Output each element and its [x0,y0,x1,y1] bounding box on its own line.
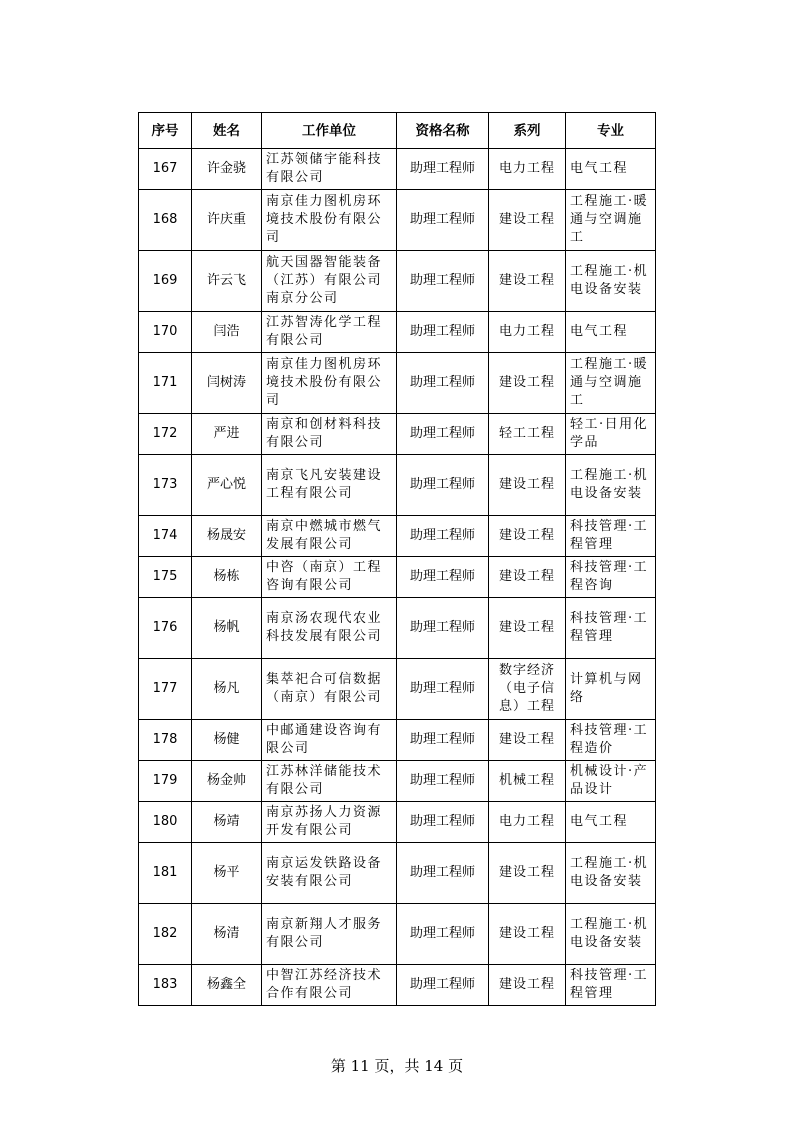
cell-series: 建设工程 [489,965,566,1006]
cell-name: 杨栋 [192,557,262,598]
cell-name: 严心悦 [192,455,262,516]
table-row [139,455,656,516]
cell-qualification: 助理工程师 [397,149,489,190]
header-name: 姓名 [192,113,262,149]
cell-name: 杨凡 [192,659,262,720]
cell-no: 175 [139,557,192,598]
cell-series: 建设工程 [489,353,566,414]
table-row [139,149,656,190]
cell-series: 建设工程 [489,904,566,965]
cell-series: 机械工程 [489,761,566,802]
cell-name: 杨健 [192,720,262,761]
cell-qualification: 助理工程师 [397,516,489,557]
cell-major: 工程施工·暖通与空调施工 [566,353,656,414]
cell-org: 南京运发铁路设备安装有限公司 [262,843,397,904]
cell-no: 183 [139,965,192,1006]
table-row [139,843,656,904]
table-row [139,720,656,761]
cell-org: 中邮通建设咨询有限公司 [262,720,397,761]
table-row [139,353,656,414]
cell-qualification: 助理工程师 [397,598,489,659]
cell-no: 179 [139,761,192,802]
cell-qualification: 助理工程师 [397,353,489,414]
cell-org: 江苏领储宇能科技有限公司 [262,149,397,190]
roster-table [138,112,656,1006]
cell-series: 建设工程 [489,557,566,598]
cell-major: 电气工程 [566,802,656,843]
cell-series: 数字经济（电子信息）工程 [489,659,566,720]
cell-name: 杨平 [192,843,262,904]
cell-org: 南京佳力图机房环境技术股份有限公司 [262,190,397,251]
header-org: 工作单位 [262,113,397,149]
cell-major: 工程施工·机电设备安装 [566,904,656,965]
cell-series: 建设工程 [489,720,566,761]
page-number-footer: 第 11 页，共 14 页 [330,1057,464,1075]
header-no: 序号 [139,113,192,149]
cell-no: 171 [139,353,192,414]
table-row [139,190,656,251]
cell-no: 172 [139,414,192,455]
table-row [139,965,656,1006]
cell-org: 江苏林洋储能技术有限公司 [262,761,397,802]
cell-qualification: 助理工程师 [397,312,489,353]
cell-major: 电气工程 [566,312,656,353]
cell-qualification: 助理工程师 [397,761,489,802]
cell-qualification: 助理工程师 [397,414,489,455]
table-row [139,557,656,598]
cell-no: 173 [139,455,192,516]
table-header-row [139,113,656,149]
cell-major: 电气工程 [566,149,656,190]
cell-qualification: 助理工程师 [397,557,489,598]
cell-org: 南京汤农现代农业科技发展有限公司 [262,598,397,659]
cell-major: 工程施工·机电设备安装 [566,455,656,516]
header-qualification: 资格名称 [397,113,489,149]
cell-major: 科技管理·工程管理 [566,516,656,557]
cell-name: 杨晟安 [192,516,262,557]
table-row [139,659,656,720]
cell-series: 建设工程 [489,516,566,557]
cell-major: 机械设计·产品设计 [566,761,656,802]
cell-major: 科技管理·工程管理 [566,965,656,1006]
cell-qualification: 助理工程师 [397,965,489,1006]
table-row [139,761,656,802]
cell-name: 闫浩 [192,312,262,353]
cell-no: 176 [139,598,192,659]
cell-major: 计算机与网络 [566,659,656,720]
cell-name: 杨鑫全 [192,965,262,1006]
cell-major: 工程施工·机电设备安装 [566,843,656,904]
cell-org: 南京新翔人才服务有限公司 [262,904,397,965]
cell-no: 174 [139,516,192,557]
cell-series: 建设工程 [489,455,566,516]
cell-name: 杨帆 [192,598,262,659]
cell-no: 182 [139,904,192,965]
table-body [139,149,656,1006]
cell-no: 170 [139,312,192,353]
cell-org: 航天国器智能装备（江苏）有限公司南京分公司 [262,251,397,312]
cell-name: 杨靖 [192,802,262,843]
cell-org: 南京飞凡安装建设工程有限公司 [262,455,397,516]
cell-name: 许庆重 [192,190,262,251]
cell-no: 178 [139,720,192,761]
cell-major: 工程施工·机电设备安装 [566,251,656,312]
cell-series: 轻工工程 [489,414,566,455]
table-row [139,516,656,557]
cell-qualification: 助理工程师 [397,251,489,312]
cell-series: 电力工程 [489,802,566,843]
cell-org: 中咨（南京）工程咨询有限公司 [262,557,397,598]
cell-series: 电力工程 [489,312,566,353]
cell-name: 许云飞 [192,251,262,312]
cell-qualification: 助理工程师 [397,720,489,761]
cell-name: 许金骁 [192,149,262,190]
cell-org: 南京中燃城市燃气发展有限公司 [262,516,397,557]
cell-name: 杨清 [192,904,262,965]
cell-org: 江苏智涛化学工程有限公司 [262,312,397,353]
header-major: 专业 [566,113,656,149]
table-row [139,904,656,965]
table-row [139,802,656,843]
cell-org: 中智江苏经济技术合作有限公司 [262,965,397,1006]
cell-org: 集萃祀合可信数据（南京）有限公司 [262,659,397,720]
cell-series: 电力工程 [489,149,566,190]
table-row [139,251,656,312]
cell-org: 南京佳力图机房环境技术股份有限公司 [262,353,397,414]
cell-no: 177 [139,659,192,720]
cell-major: 工程施工·暖通与空调施工 [566,190,656,251]
cell-no: 169 [139,251,192,312]
cell-no: 167 [139,149,192,190]
cell-qualification: 助理工程师 [397,843,489,904]
header-series: 系列 [489,113,566,149]
cell-org: 南京和创材料科技有限公司 [262,414,397,455]
roster-table-container [138,112,655,1006]
cell-name: 严进 [192,414,262,455]
table-row [139,312,656,353]
cell-major: 科技管理·工程咨询 [566,557,656,598]
cell-series: 建设工程 [489,843,566,904]
cell-major: 科技管理·工程造价 [566,720,656,761]
cell-qualification: 助理工程师 [397,455,489,516]
cell-series: 建设工程 [489,190,566,251]
cell-qualification: 助理工程师 [397,659,489,720]
cell-qualification: 助理工程师 [397,802,489,843]
cell-no: 181 [139,843,192,904]
cell-no: 168 [139,190,192,251]
cell-name: 闫树涛 [192,353,262,414]
cell-series: 建设工程 [489,251,566,312]
cell-qualification: 助理工程师 [397,190,489,251]
table-row [139,414,656,455]
cell-name: 杨金帅 [192,761,262,802]
cell-no: 180 [139,802,192,843]
cell-series: 建设工程 [489,598,566,659]
cell-major: 科技管理·工程管理 [566,598,656,659]
table-row [139,598,656,659]
cell-qualification: 助理工程师 [397,904,489,965]
cell-major: 轻工·日用化学品 [566,414,656,455]
cell-org: 南京苏扬人力资源开发有限公司 [262,802,397,843]
